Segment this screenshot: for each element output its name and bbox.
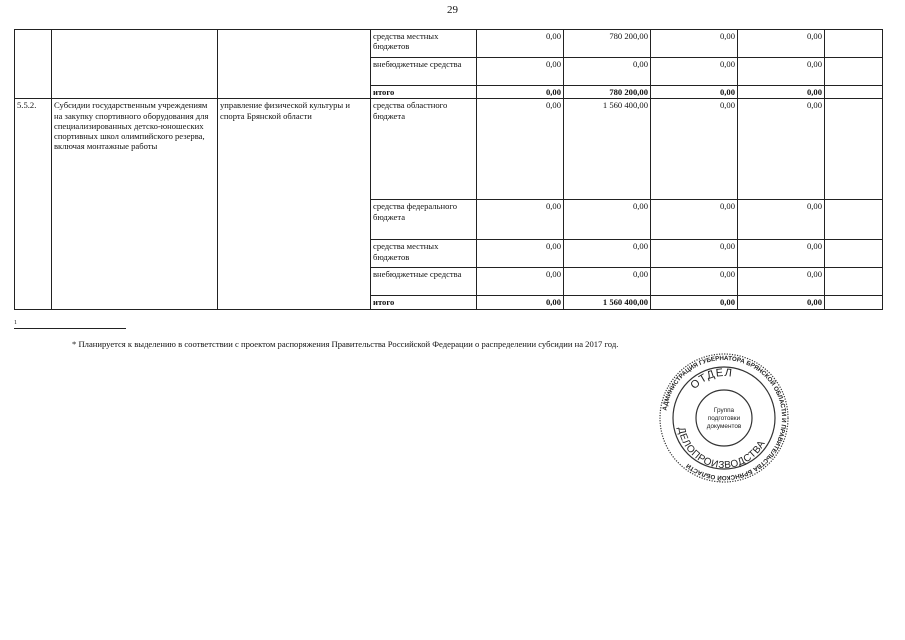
footnote-separator — [14, 328, 126, 329]
value-cell: 0,00 — [738, 200, 825, 240]
empty-cell — [825, 99, 883, 200]
value-cell: 0,00 — [564, 58, 651, 86]
value-cell: 0,00 — [477, 200, 564, 240]
funding-source-cell: внебюджетные средства — [371, 268, 477, 296]
stamp-outer-text: АДМИНИСТРАЦИЯ ГУБЕРНАТОРА БРЯНСКОЙ ОБЛАСТИ И ПРАВИТЕЛЬСТВА БРЯНСКОЙ ОБЛАСТИ — [661, 354, 788, 482]
total-value-cell: 0,00 — [738, 86, 825, 99]
stamp-center-line: Группа — [713, 407, 735, 414]
budget-table — [14, 29, 883, 310]
table-row — [15, 99, 883, 200]
executor-cell: управление физической культуры и спорта Брянской области — [218, 99, 371, 309]
value-cell: 0,00 — [477, 240, 564, 268]
empty-cell — [825, 200, 883, 240]
value-cell: 0,00 — [738, 268, 825, 296]
row-number-cell: 5.5.2. — [15, 99, 52, 309]
value-cell: 0,00 — [738, 58, 825, 86]
empty-cell — [825, 30, 883, 58]
office-stamp — [658, 352, 790, 484]
empty-cell — [825, 268, 883, 296]
activity-name-cell: Субсидии государственным учреждениям на закупку спортивного оборудования для специализированных детско-юношеских спортивных школ олимпийского резерва, включая монтажные работы — [52, 99, 218, 309]
funding-source-cell: средства местных бюджетов — [371, 30, 477, 58]
value-cell: 0,00 — [564, 200, 651, 240]
value-cell: 0,00 — [738, 240, 825, 268]
total-value-cell: 1 560 400,00 — [564, 296, 651, 309]
page-number: 29 — [447, 4, 458, 16]
value-cell: 1 560 400,00 — [564, 99, 651, 200]
total-value-cell: 0,00 — [738, 296, 825, 309]
value-cell: 0,00 — [738, 30, 825, 58]
empty-cell — [825, 58, 883, 86]
table-row — [15, 30, 883, 58]
value-cell: 0,00 — [738, 99, 825, 200]
value-cell: 0,00 — [564, 240, 651, 268]
total-label-cell: итого — [371, 296, 477, 309]
footnote-marker: 1 — [14, 320, 17, 326]
row-number-cell — [15, 30, 52, 99]
activity-name-cell — [52, 30, 218, 99]
total-label-cell: итого — [371, 86, 477, 99]
total-value-cell: 0,00 — [651, 86, 738, 99]
stamp-center-line: документов — [706, 423, 742, 430]
footnote-text: * Планируется к выделению в соответствии с проектом распоряжения Правительства Российской Федерации о распределении субсидии на 2017 год. — [72, 339, 619, 349]
empty-cell — [825, 86, 883, 99]
value-cell: 0,00 — [651, 30, 738, 58]
stamp-top-word: ОТДЕЛ — [688, 366, 734, 392]
funding-source-cell: средства федерального бюджета — [371, 200, 477, 240]
value-cell: 0,00 — [651, 240, 738, 268]
value-cell: 0,00 — [477, 58, 564, 86]
stamp-center-line: подготовки — [707, 415, 741, 422]
funding-source-cell: средства областного бюджета — [371, 99, 477, 200]
funding-source-cell: внебюджетные средства — [371, 58, 477, 86]
value-cell: 0,00 — [477, 99, 564, 200]
value-cell: 0,00 — [651, 200, 738, 240]
stamp-arc-word: ДЕЛОПРОИЗВОДСТВА — [675, 426, 768, 472]
value-cell: 780 200,00 — [564, 30, 651, 58]
empty-cell — [825, 296, 883, 309]
executor-cell — [218, 30, 371, 99]
funding-source-cell: средства местных бюджетов — [371, 240, 477, 268]
total-value-cell: 780 200,00 — [564, 86, 651, 99]
value-cell: 0,00 — [564, 268, 651, 296]
value-cell: 0,00 — [477, 30, 564, 58]
empty-cell — [825, 240, 883, 268]
total-value-cell: 0,00 — [651, 296, 738, 309]
value-cell: 0,00 — [651, 99, 738, 200]
total-value-cell: 0,00 — [477, 296, 564, 309]
value-cell: 0,00 — [651, 58, 738, 86]
value-cell: 0,00 — [651, 268, 738, 296]
value-cell: 0,00 — [477, 268, 564, 296]
total-value-cell: 0,00 — [477, 86, 564, 99]
